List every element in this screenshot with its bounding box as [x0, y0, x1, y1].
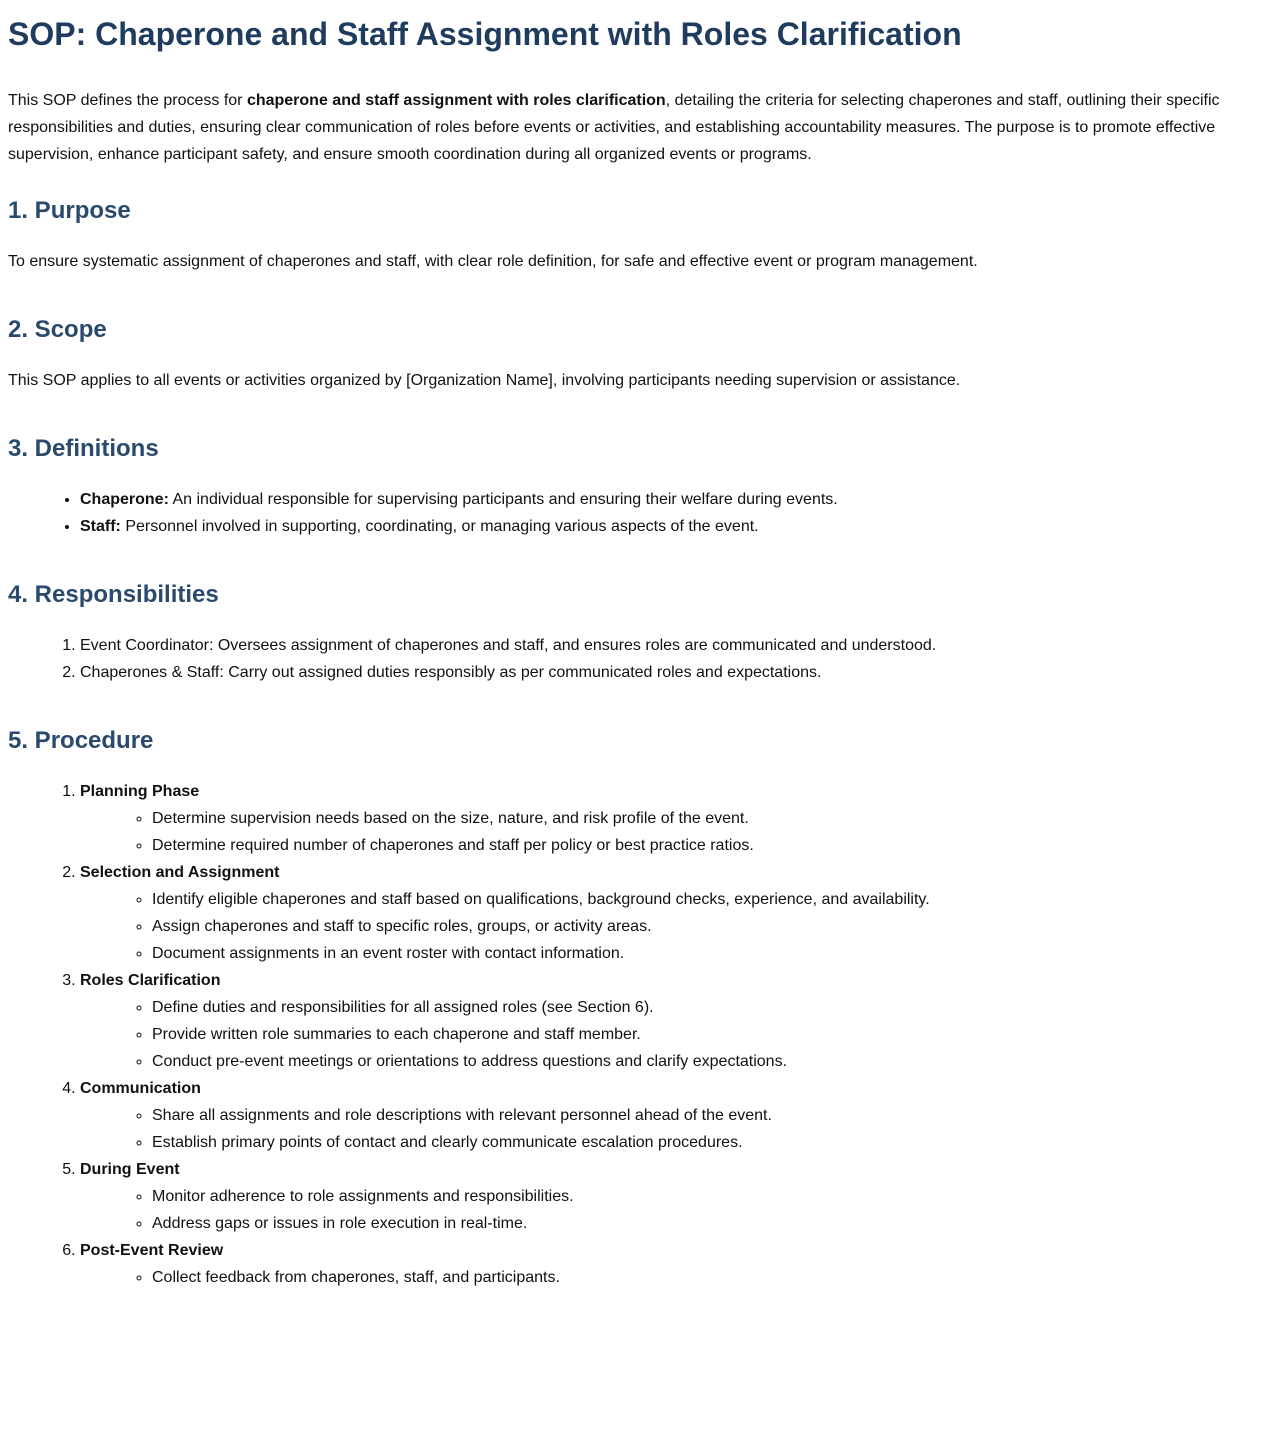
procedure-step-title: During Event — [80, 1161, 180, 1178]
procedure-step-title: Post-Event Review — [80, 1242, 224, 1259]
procedure-step — [80, 1237, 1255, 1291]
definitions-heading: 3. Definitions — [8, 435, 159, 462]
procedure-step-title: Communication — [80, 1080, 201, 1097]
responsibilities-list — [8, 632, 1255, 686]
procedure-substep: ◦ Define duties and responsibilities for all assigned roles (see Section 6). — [152, 994, 1255, 1021]
procedure-step — [80, 859, 1255, 967]
procedure-substep: ◦ Share all assignments and role descriptions with relevant personnel ahead of the event. — [152, 1102, 1255, 1129]
definitions-section — [8, 486, 1255, 540]
procedure-step-title: Selection and Assignment — [80, 864, 280, 881]
intro-paragraph — [8, 87, 1255, 168]
intro-text-emphasis: chaperone and staff assignment with roles clarification — [246, 92, 666, 109]
procedure-substep: ◦ Determine required number of chaperones and staff per policy or best practice ratios. — [152, 832, 1255, 859]
procedure-step — [80, 1075, 1255, 1156]
procedure-step-title: Planning Phase — [80, 783, 200, 800]
procedure-substep: ◦ Conduct pre-event meetings or orientations to address questions and clarify expectations. — [152, 1048, 1255, 1075]
procedure-substep: ◦ Monitor adherence to role assignments and responsibilities. — [152, 1183, 1255, 1210]
scope-heading: 2. Scope — [8, 316, 107, 343]
procedure-section — [8, 778, 1255, 1291]
procedure-steps-list — [8, 778, 1255, 1291]
procedure-substeps — [80, 886, 1255, 967]
procedure-substep: ◦ Document assignments in an event roster with contact information. — [152, 940, 1255, 967]
definitions-list — [8, 486, 1255, 540]
procedure-substep: ◦ Assign chaperones and staff to specific roles, groups, or activity areas. — [152, 913, 1255, 940]
intro-text-lead: This SOP defines the process for — [8, 92, 247, 109]
intro-text-rest: , detailing the criteria for selecting chaperones and staff, outlining their specific responsibilities and duties, ensuring clear communication of roles before events or activities, and establishing accountability measures. The purpose is to promote effective supervision, enhance participant safety, and ensure smooth coordination during all organized events or programs. — [8, 92, 1220, 163]
procedure-substeps — [80, 1102, 1255, 1156]
definition-text: Personnel involved in supporting, coordinating, or managing various aspects of the event. — [120, 518, 759, 535]
procedure-substep: ◦ Identify eligible chaperones and staff based on qualifications, background checks, experience, and availability. — [152, 886, 1255, 913]
procedure-substep: ◦ Address gaps or issues in role execution in real-time. — [152, 1210, 1255, 1237]
procedure-substep: ◦ Collect feedback from chaperones, staff, and participants. — [152, 1264, 1255, 1291]
procedure-substeps — [80, 994, 1255, 1075]
responsibility-item: 1. Event Coordinator: Oversees assignment of chaperones and staff, and ensures roles are communicated and understood. — [80, 632, 1255, 659]
procedure-step — [80, 778, 1255, 859]
procedure-substep: ◦ Provide written role summaries to each chaperone and staff member. — [152, 1021, 1255, 1048]
definition-text: An individual responsible for supervising participants and ensuring their welfare during events. — [168, 491, 838, 508]
page-title: SOP: Chaperone and Staff Assignment with Roles Clarification — [8, 16, 962, 52]
procedure-substeps — [80, 1183, 1255, 1237]
responsibility-item: 2. Chaperones & Staff: Carry out assigned duties responsibly as per communicated roles and expectations. — [80, 659, 1255, 686]
scope-text: This SOP applies to all events or activities organized by [Organization Name], involving participants needing supervision or assistance. — [8, 372, 961, 389]
procedure-substep: ◦ Establish primary points of contact and clearly communicate escalation procedures. — [152, 1129, 1255, 1156]
responsibilities-heading: 4. Responsibilities — [8, 581, 219, 608]
procedure-substeps — [80, 805, 1255, 859]
purpose-text: To ensure systematic assignment of chaperones and staff, with clear role definition, for safe and effective event or program management. — [8, 253, 978, 270]
definition-term: Staff: — [80, 518, 121, 535]
procedure-step — [80, 1156, 1255, 1237]
procedure-substeps — [80, 1264, 1255, 1291]
definition-term: Chaperone: — [80, 491, 169, 508]
document — [0, 12, 1263, 1291]
procedure-heading: 5. Procedure — [8, 727, 154, 754]
definition-item — [80, 486, 1255, 513]
procedure-step — [80, 967, 1255, 1075]
responsibilities-section — [8, 632, 1255, 686]
purpose-heading: 1. Purpose — [8, 197, 131, 224]
definition-item — [80, 513, 1255, 540]
procedure-step-title: Roles Clarification — [80, 972, 221, 989]
procedure-substep: ◦ Determine supervision needs based on the size, nature, and risk profile of the event. — [152, 805, 1255, 832]
